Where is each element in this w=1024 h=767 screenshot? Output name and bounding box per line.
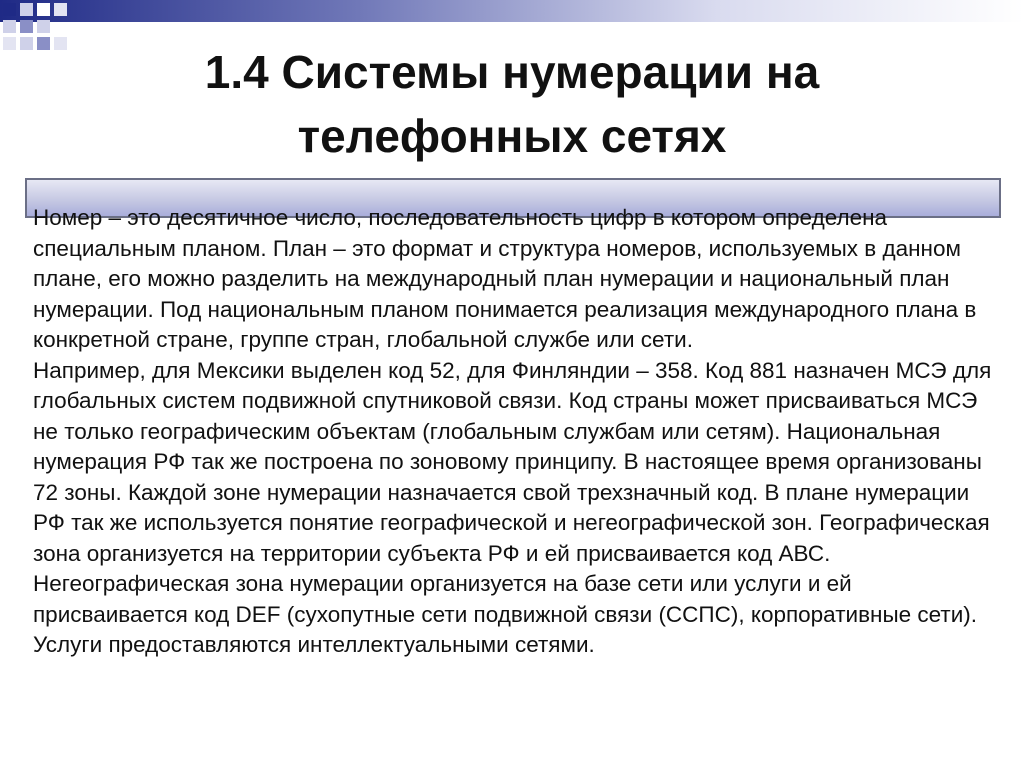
title-line-2: телефонных сетях <box>297 110 727 162</box>
body-paragraph-definition: Номер – это десятичное число, последовательность цифр в котором определена специальным планом. План – это формат и структура номеров, используемых в данном плане, его можно разделить на международный план нумерации и национальный план нумерации. Под национальным планом понимается реализация международного плана в конкретной стране, группе стран, глобальной службе или сети. <box>33 205 977 352</box>
body-paragraph-examples: Например, для Мексики выделен код 52, для Финляндии – 358. Код 881 назначен МСЭ для глобальных систем подвижной спутниковой связи. Код страны может присваиваться МСЭ не только географическим объектам (глобальным службам или сетям). Национальная нумерация РФ так же построена по зоновому принципу. В настоящее время организованы 72 зоны. Каждой зоне нумерации назначается свой трехзначный код. В плане нумерации РФ так же используется понятие географической и негеографической зон. Географическая зона организуется на территории субъекта РФ и ей присваивается код АВС. Негеографическая зона нумерации организуется на базе сети или услуги и ей присваивается код DEF (сухопутные сети подвижной связи (ССПС), корпоративные сети). Услуги предоставляются интеллектуальными сетями. <box>33 357 992 657</box>
title-line-1: 1.4 Системы нумерации на <box>204 46 820 98</box>
slide-body <box>33 203 993 661</box>
header-gradient-bar <box>0 0 1024 22</box>
slide-title <box>40 40 984 168</box>
